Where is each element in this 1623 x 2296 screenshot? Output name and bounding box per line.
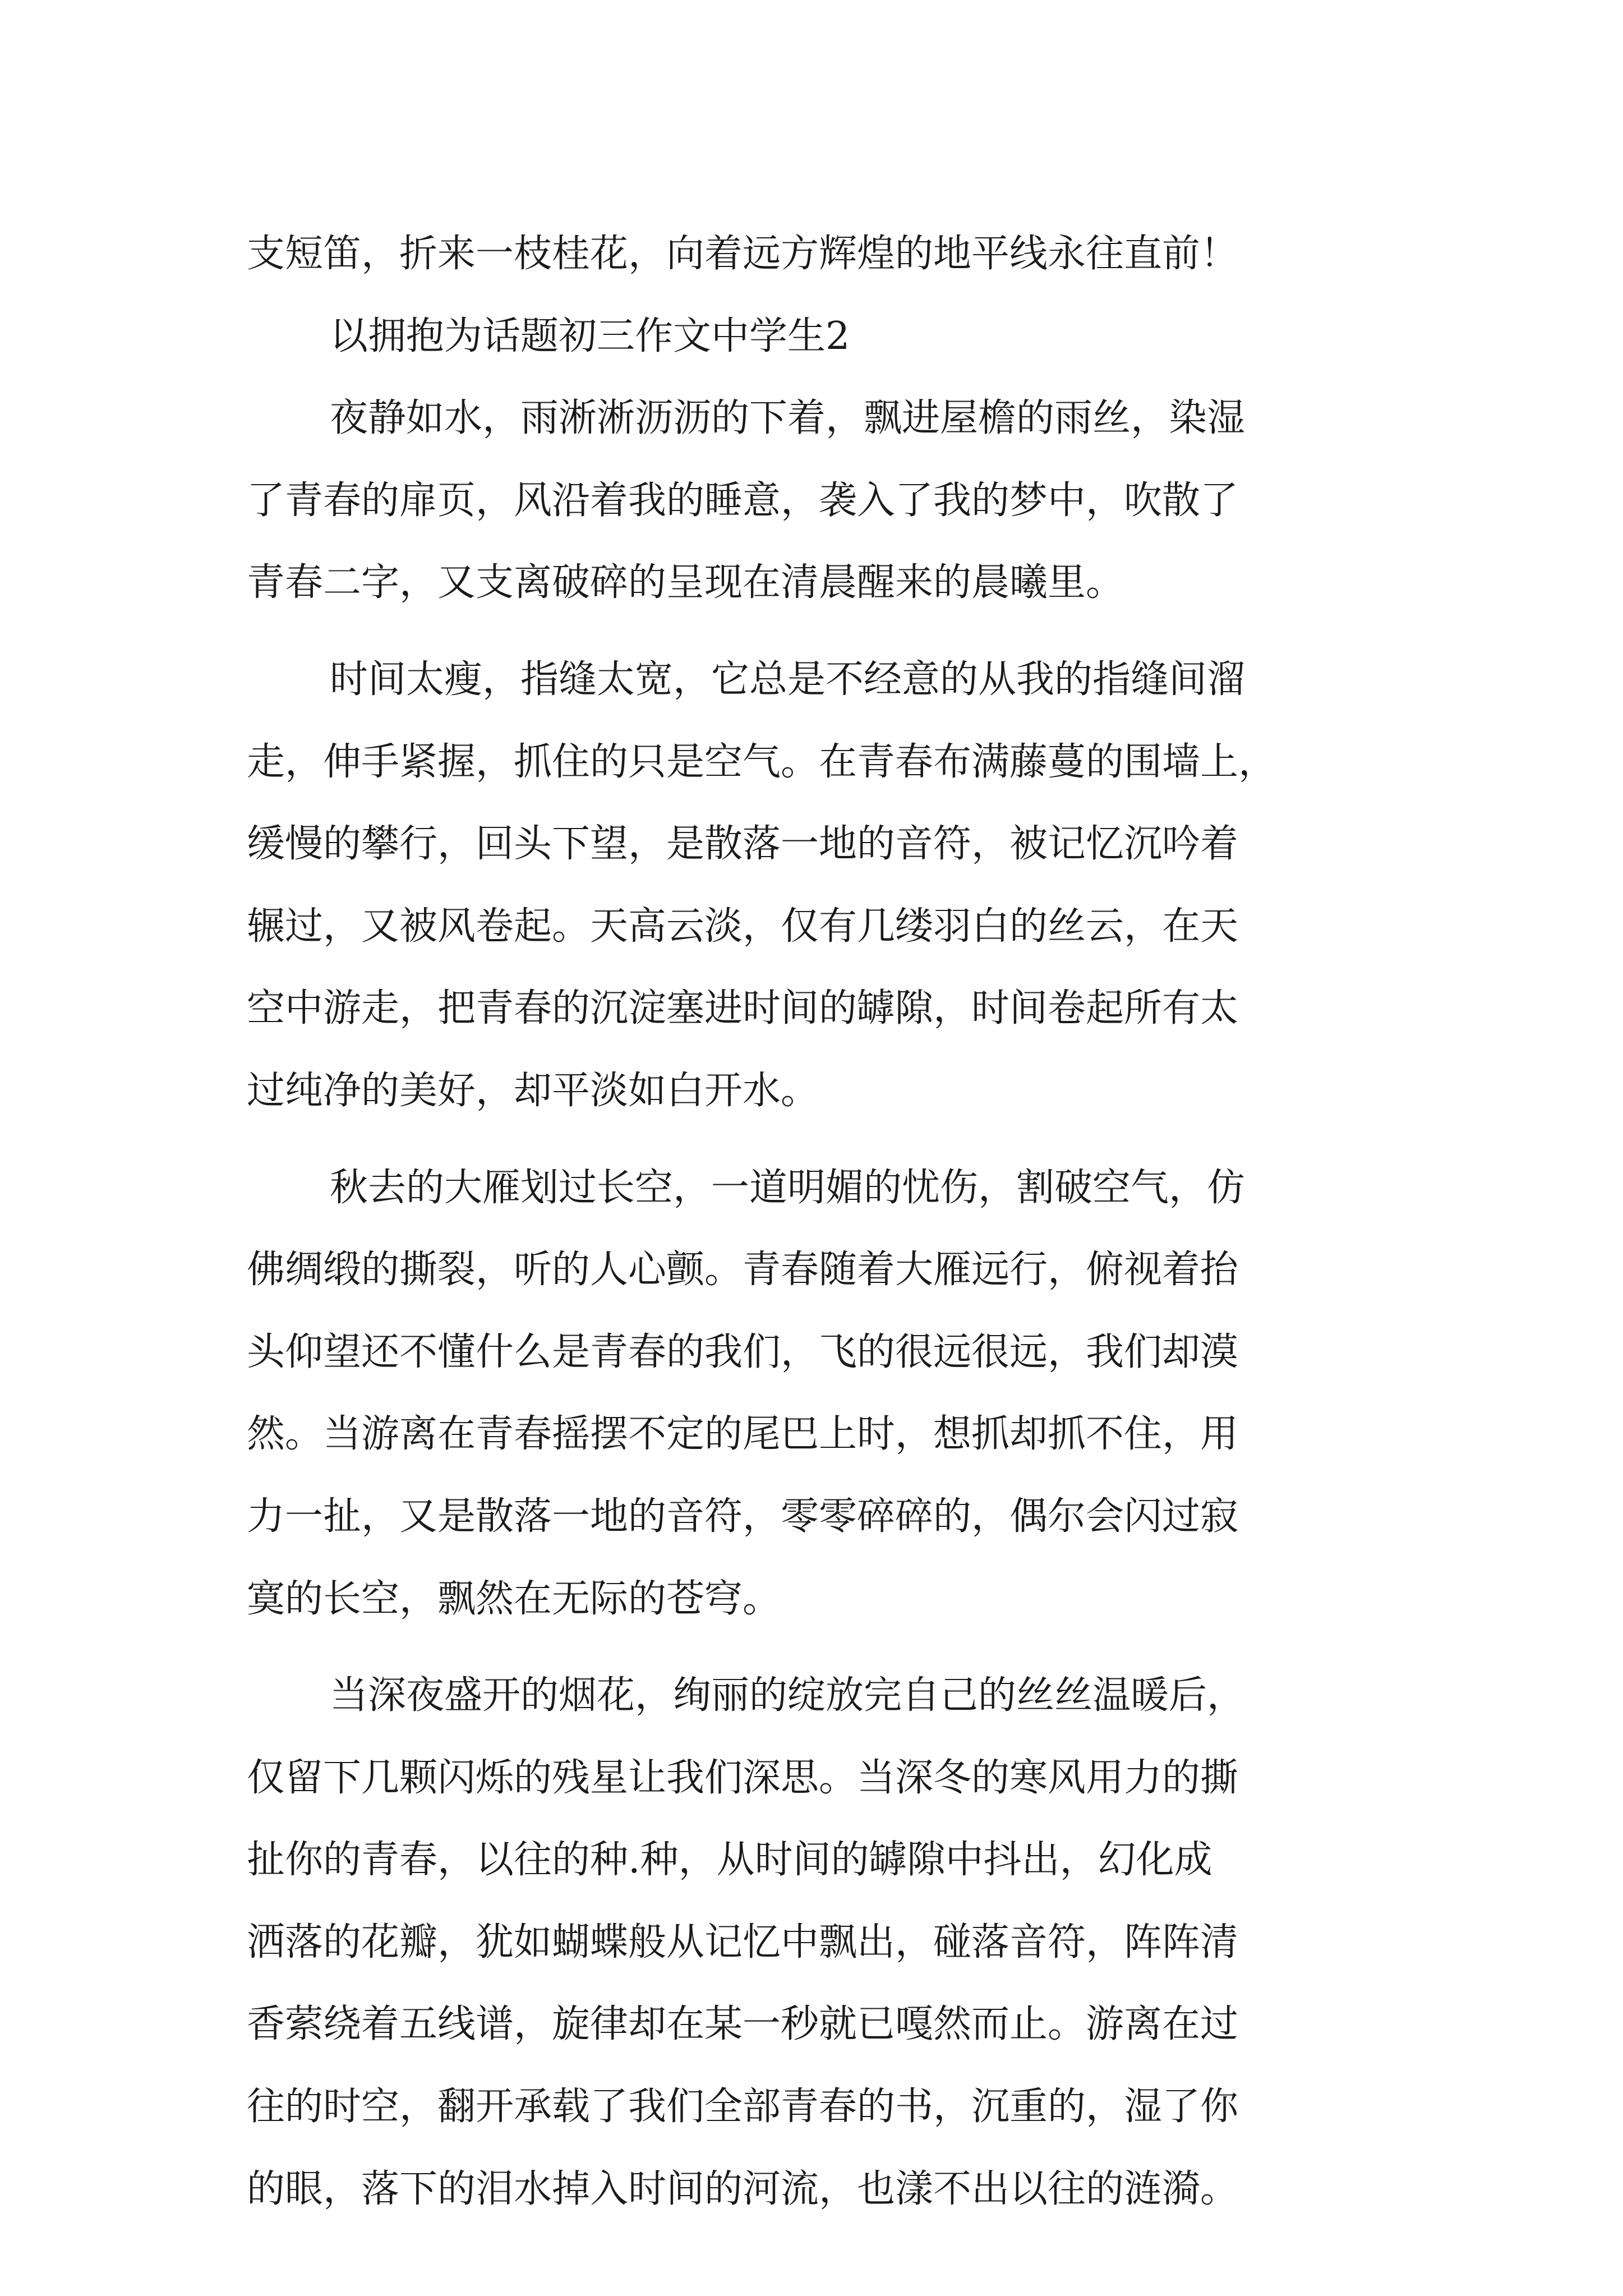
paragraph-1	[247, 378, 1413, 624]
paragraph-line: 时间太瘦，指缝太宽，它总是不经意的从我的指缝间溜	[330, 657, 1246, 702]
paragraph-line: 缓慢的攀行，回头下望，是散落一地的音符，被记忆沉吟着	[247, 822, 1239, 867]
paragraph-line: 扯你的青春，以往的种.种，从时间的罅隙中抖出，幻化成	[247, 1838, 1212, 1883]
paragraph-line: 佛绸缎的撕裂，听的人心颤。青春随着大雁远行，俯视着抬	[247, 1248, 1239, 1292]
paragraph-line: 秋去的大雁划过长空，一道明媚的忧伤，割破空气，仿	[330, 1165, 1246, 1210]
paragraph-gap	[247, 1133, 1413, 1147]
paragraph-line: 寞的长空，飘然在无际的苍穹。	[247, 1576, 781, 1621]
paragraph-line: 的眼，落下的泪水掉入时间的河流，也漾不出以往的涟漪。	[247, 2166, 1239, 2211]
paragraph-gap	[247, 624, 1413, 639]
paragraph-line: 往的时空，翻开承载了我们全部青春的书，沉重的，湿了你	[247, 2085, 1239, 2129]
paragraph-line: 香萦绕着五线谱，旋律却在某一秒就已嘎然而止。游离在过	[247, 2002, 1239, 2047]
paragraph-line: 青春二字，又支离破碎的呈现在清晨醒来的晨曦里。	[247, 560, 1124, 605]
paragraph-2	[247, 639, 1413, 1133]
paragraph-line: 空中游走，把青春的沉淀塞进时间的罅隙，时间卷起所有太	[247, 986, 1239, 1031]
paragraph-line: 头仰望还不懂什么是青春的我们，飞的很远很远，我们却漠	[247, 1329, 1239, 1374]
paragraph-line: 辗过，又被风卷起。天高云淡，仅有几缕羽白的丝云，在天	[247, 904, 1239, 949]
paragraph-line: 仅留下几颗闪烁的残星让我们深思。当深冬的寒风用力的撕	[247, 1755, 1239, 1800]
paragraph-line: 洒落的花瓣，犹如蝴蝶般从记忆中飘出，碰落音符，阵阵清	[247, 1920, 1239, 1964]
continuation-line: 支短笛，折来一枝桂花，向着远方辉煌的地平线永往直前！	[247, 232, 1239, 276]
essay-heading: 以拥抱为话题初三作文中学生2	[330, 314, 850, 358]
paragraph-line: 当深夜盛开的烟花，绚丽的绽放完自己的丝丝温暖后，	[330, 1673, 1246, 1718]
paragraph-line: 了青春的扉页，风沿着我的睡意，袭入了我的梦中，吹散了	[247, 478, 1239, 523]
paragraph-line: 夜静如水，雨淅淅沥沥的下着，飘进屋檐的雨丝，染湿	[330, 396, 1246, 441]
paragraph-3	[247, 1147, 1413, 1641]
paragraph-gap	[247, 1640, 1413, 1655]
paragraph-line: 过纯净的美好，却平淡如白开水。	[247, 1068, 819, 1113]
paragraph-line: 然。当游离在青春摇摆不定的尾巴上时，想抓却抓不住，用	[247, 1412, 1239, 1457]
paragraph-line: 力一扯，又是散落一地的音符，零零碎碎的，偶尔会闪过寂	[247, 1494, 1239, 1539]
paragraph-4	[247, 1655, 1413, 2230]
paragraph-line: 走，伸手紧握，抓住的只是空气。在青春布满藤蔓的围墙上，	[247, 739, 1277, 784]
document-body	[247, 213, 1413, 2230]
